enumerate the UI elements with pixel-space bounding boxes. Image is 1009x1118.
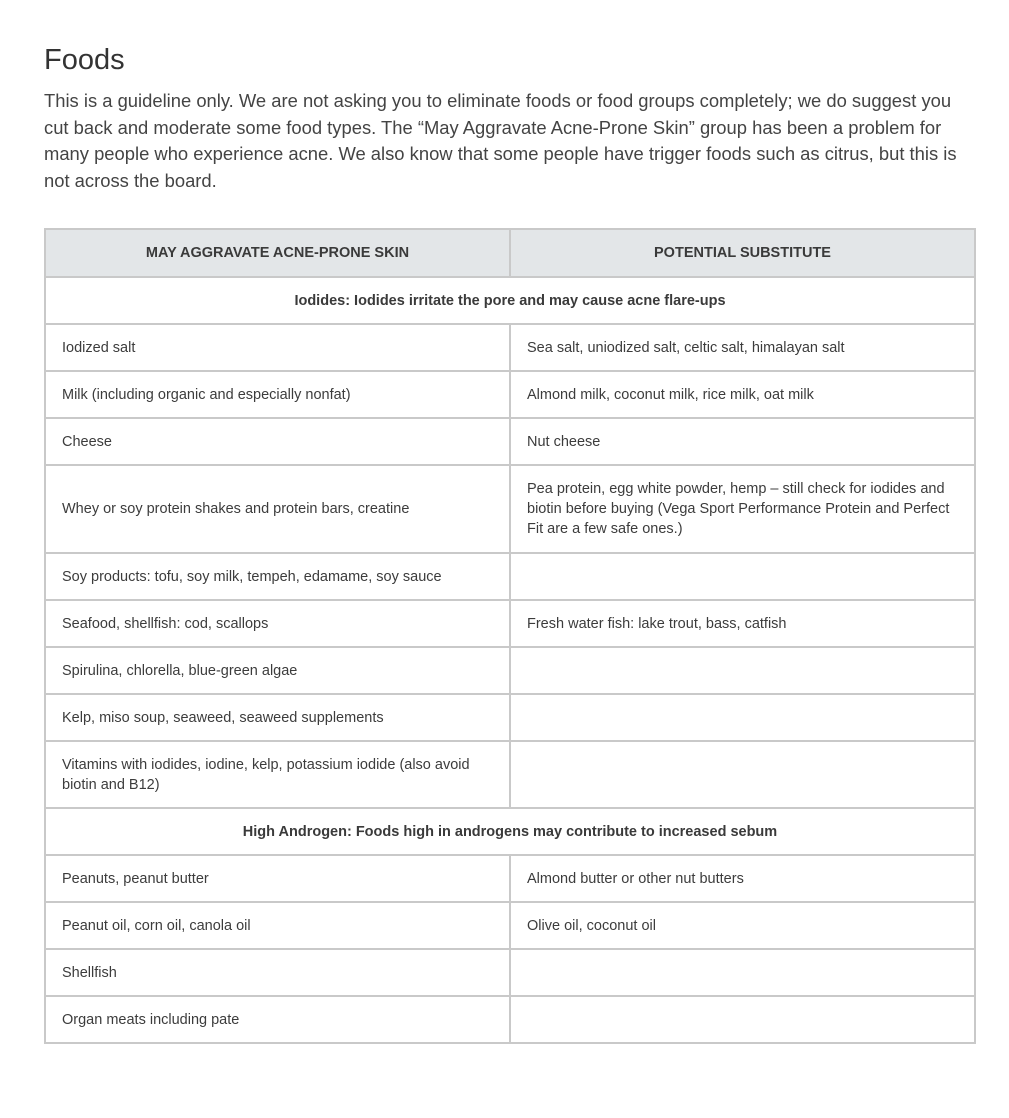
substitute-cell: Almond butter or other nut butters bbox=[510, 855, 975, 902]
table-row bbox=[45, 741, 975, 808]
aggravating-food-cell: Cheese bbox=[45, 418, 510, 465]
aggravating-food-cell: Milk (including organic and especially nonfat) bbox=[45, 371, 510, 418]
substitute-cell: Fresh water fish: lake trout, bass, catfish bbox=[510, 600, 975, 647]
document-page bbox=[44, 40, 974, 1028]
table-row bbox=[45, 902, 975, 949]
section-row-high-androgen bbox=[45, 808, 975, 855]
aggravating-food-cell: Kelp, miso soup, seaweed, seaweed supplements bbox=[45, 694, 510, 741]
table-row bbox=[45, 694, 975, 741]
intro-paragraph: This is a guideline only. We are not asking you to eliminate foods or food groups completely; we do suggest you cut back and moderate some food types. The “May Aggravate Acne-Prone Skin” group has been a problem for many people who experience acne. We also know that some people have trigger foods such as citrus, but this is not across the board. bbox=[44, 90, 957, 191]
section-row-iodides bbox=[45, 277, 975, 324]
substitute-cell: Nut cheese bbox=[510, 418, 975, 465]
table-row bbox=[45, 324, 975, 371]
substitute-cell: Pea protein, egg white powder, hemp – still check for iodides and biotin before buying (Vega Sport Performance Protein and Perfect Fit are a few safe ones.) bbox=[510, 465, 975, 553]
table-row bbox=[45, 418, 975, 465]
aggravating-food-cell: Spirulina, chlorella, blue-green algae bbox=[45, 647, 510, 694]
substitute-cell: Sea salt, uniodized salt, celtic salt, himalayan salt bbox=[510, 324, 975, 371]
column-header-aggravate: MAY AGGRAVATE ACNE-PRONE SKIN bbox=[45, 229, 510, 277]
aggravating-food-cell: Whey or soy protein shakes and protein bars, creatine bbox=[45, 465, 510, 553]
table-row bbox=[45, 600, 975, 647]
aggravating-food-cell: Iodized salt bbox=[45, 324, 510, 371]
substitute-cell bbox=[510, 949, 975, 996]
column-header-substitute: POTENTIAL SUBSTITUTE bbox=[510, 229, 975, 277]
aggravating-food-cell: Organ meats including pate bbox=[45, 996, 510, 1043]
substitute-cell bbox=[510, 741, 975, 808]
table-row bbox=[45, 371, 975, 418]
substitute-cell: Olive oil, coconut oil bbox=[510, 902, 975, 949]
table-row bbox=[45, 465, 975, 553]
section-label: Iodides: Iodides irritate the pore and may cause acne flare-ups bbox=[45, 277, 975, 324]
section-label: High Androgen: Foods high in androgens may contribute to increased sebum bbox=[45, 808, 975, 855]
table-row bbox=[45, 553, 975, 600]
table-row bbox=[45, 996, 975, 1043]
table-header-row bbox=[45, 229, 975, 277]
aggravating-food-cell: Seafood, shellfish: cod, scallops bbox=[45, 600, 510, 647]
substitute-cell bbox=[510, 647, 975, 694]
aggravating-food-cell: Soy products: tofu, soy milk, tempeh, edamame, soy sauce bbox=[45, 553, 510, 600]
substitute-cell: Almond milk, coconut milk, rice milk, oat milk bbox=[510, 371, 975, 418]
table-row bbox=[45, 949, 975, 996]
aggravating-food-cell: Peanuts, peanut butter bbox=[45, 855, 510, 902]
aggravating-food-cell: Shellfish bbox=[45, 949, 510, 996]
substitute-cell bbox=[510, 996, 975, 1043]
aggravating-food-cell: Peanut oil, corn oil, canola oil bbox=[45, 902, 510, 949]
table-row bbox=[45, 647, 975, 694]
page-title: Foods bbox=[44, 44, 125, 76]
foods-table bbox=[44, 228, 976, 1044]
table-row bbox=[45, 855, 975, 902]
aggravating-food-cell: Vitamins with iodides, iodine, kelp, potassium iodide (also avoid biotin and B12) bbox=[45, 741, 510, 808]
substitute-cell bbox=[510, 694, 975, 741]
substitute-cell bbox=[510, 553, 975, 600]
